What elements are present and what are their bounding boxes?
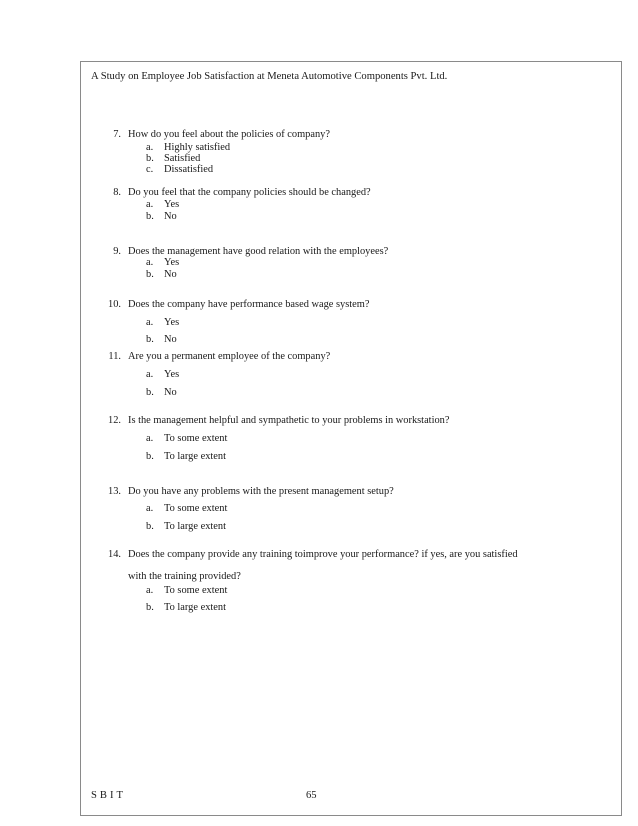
- option-letter: a.: [146, 369, 154, 380]
- option-text: Yes: [164, 257, 180, 268]
- option-letter: a.: [146, 585, 154, 596]
- question-number: 14.: [108, 549, 121, 560]
- option-letter: b.: [146, 269, 154, 280]
- option-text: Satisfied: [164, 153, 201, 164]
- option-letter: a.: [146, 142, 154, 153]
- option-text: No: [164, 334, 177, 345]
- question-number: 13.: [108, 486, 121, 497]
- option-letter: a.: [146, 257, 154, 268]
- question-text: Do you have any problems with the present management setup?: [128, 486, 394, 497]
- question-text: Are you a permanent employee of the company?: [128, 351, 331, 362]
- question-text: How do you feel about the policies of company?: [128, 129, 330, 140]
- question-number: 8.: [113, 187, 121, 198]
- option-text: Dissatisfied: [164, 164, 214, 175]
- option-text: To large extent: [164, 602, 226, 613]
- option-letter: a.: [146, 433, 154, 444]
- question-number: 11.: [108, 351, 121, 362]
- option-text: To some extent: [164, 433, 228, 444]
- option-letter: b.: [146, 602, 154, 613]
- page-border: [80, 61, 622, 816]
- page-number: 65: [306, 790, 317, 801]
- running-header: A Study on Employee Job Satisfaction at Meneta Automotive Components Pvt. Ltd.: [91, 71, 448, 82]
- option-text: No: [164, 269, 177, 280]
- question-number: 9.: [113, 246, 121, 257]
- option-text: No: [164, 211, 177, 222]
- option-letter: b.: [146, 153, 154, 164]
- question-number: 7.: [113, 129, 121, 140]
- question-number: 10.: [108, 299, 121, 310]
- option-text: No: [164, 387, 177, 398]
- option-text: Yes: [164, 199, 180, 210]
- option-text: To some extent: [164, 503, 228, 514]
- option-text: Highly satisfied: [164, 142, 231, 153]
- question-text: Do you feel that the company policies should be changed?: [128, 187, 371, 198]
- question-text: Is the management helpful and sympathetic to your problems in workstation?: [128, 415, 450, 426]
- option-text: Yes: [164, 317, 180, 328]
- option-letter: b.: [146, 211, 154, 222]
- option-letter: a.: [146, 199, 154, 210]
- option-text: Yes: [164, 369, 180, 380]
- option-letter: b.: [146, 387, 154, 398]
- option-letter: b.: [146, 334, 154, 345]
- option-letter: b.: [146, 451, 154, 462]
- option-letter: a.: [146, 317, 154, 328]
- option-letter: c.: [146, 164, 154, 175]
- question-text: Does the management have good relation with the employees?: [128, 246, 389, 257]
- option-text: To large extent: [164, 521, 226, 532]
- option-letter: b.: [146, 521, 154, 532]
- option-text: To large extent: [164, 451, 226, 462]
- option-text: To some extent: [164, 585, 228, 596]
- question-text: Does the company provide any training toimprove your performance? if yes, are you satisfied with the training provided?: [128, 549, 518, 582]
- footer-institution: SBIT: [91, 790, 126, 801]
- question-number: 12.: [108, 415, 121, 426]
- option-letter: a.: [146, 503, 154, 514]
- question-text: Does the company have performance based wage system?: [128, 299, 370, 310]
